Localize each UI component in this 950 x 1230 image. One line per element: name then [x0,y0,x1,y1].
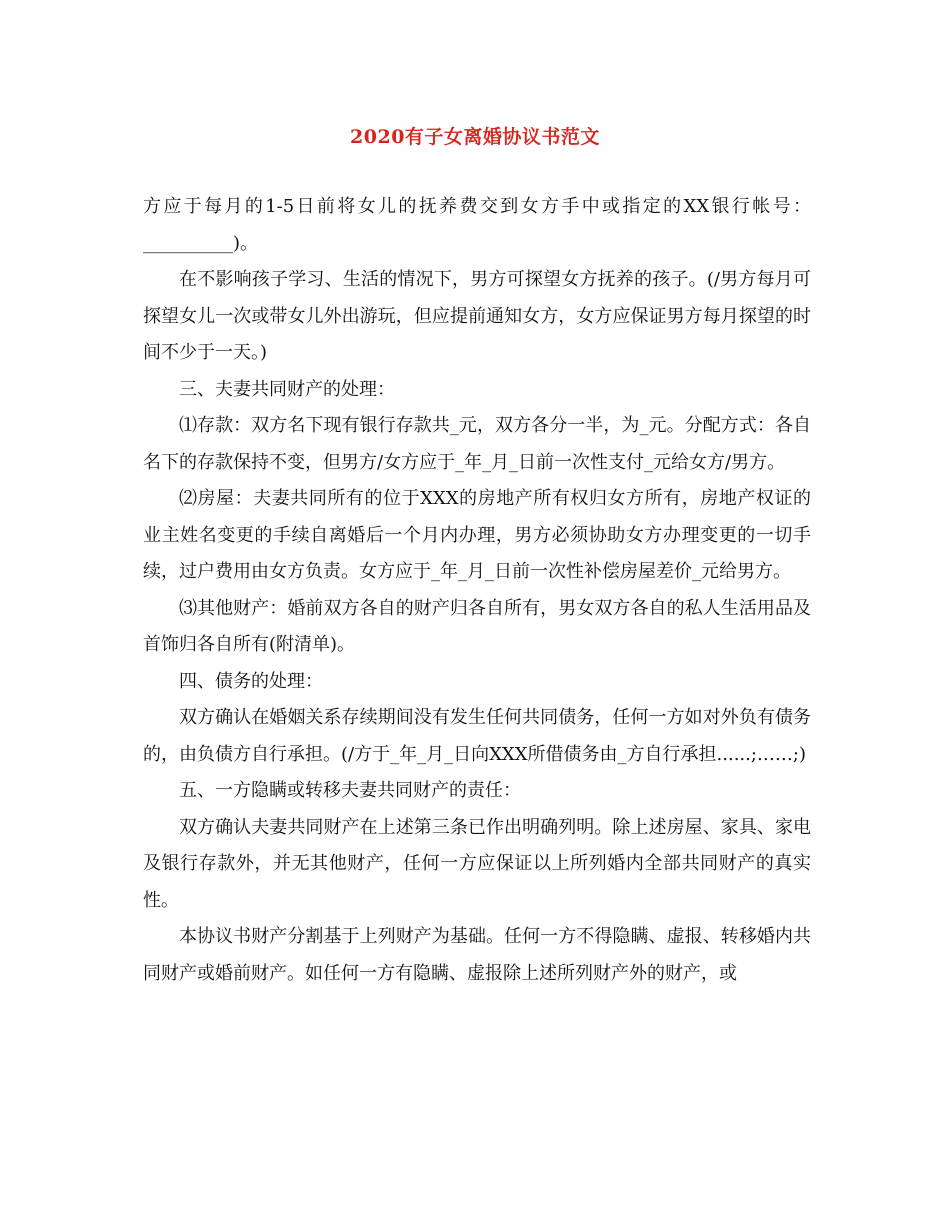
paragraph-house: ⑵房屋：夫妻共同所有的位于XXX的房地产所有权归女方所有，房地产权证的业主姓名变更的手续自离婚后一个月内办理，男方必须协助女方办理变更的一切手续，过户费用由女方负责。女方应于_年_月_日前一次性补偿房屋差价_元给男方。 [143,488,811,582]
paragraph-1: 方应于每月的1-5日前将女儿的抚养费交到女方手中或指定的XX银行帐号：__________)。 [143,196,811,254]
document-title: 2020有子女离婚协议书范文 [350,126,600,148]
paragraph-confirm-property: 双方确认夫妻共同财产在上述第三条已作出明确列明。除上述房屋、家具、家电及银行存款外，并无其他财产，任何一方应保证以上所列婚内全部共同财产的真实性。 [143,816,811,911]
document-body [143,189,811,992]
paragraph-other-property: ⑶其他财产：婚前双方各自的财产归各自所有，男女双方各自的私人生活用品及首饰归各自所有(附清单)。 [143,597,811,655]
section-heading-5: 五、一方隐瞒或转移夫妻共同财产的责任： [179,780,521,801]
section-heading-4: 四、债务的处理： [179,670,323,692]
section-heading-3: 三、夫妻共同财产的处理： [179,378,395,400]
paragraph-deposit: ⑴存款：双方名下现有银行存款共_元，双方各分一半，为_元。分配方式：各自名下的存款保持不变，但男方/女方应于_年_月_日前一次性支付_元给女方/男方。 [143,415,811,473]
paragraph-property-basis: 本协议书财产分割基于上列财产为基础。任何一方不得隐瞒、虚报、转移婚内共同财产或婚前财产。如任何一方有隐瞒、虚报除上述所列财产外的财产，或 [143,926,811,984]
paragraph-2: 在不影响孩子学习、生活的情况下，男方可探望女方抚养的孩子。(/男方每月可探望女儿一次或带女儿外出游玩，但应提前通知女方，女方应保证男方每月探望的时间不少于一天。) [143,269,811,363]
paragraph-debt: 双方确认在婚姻关系存续期间没有发生任何共同债务，任何一方如对外负有债务的，由负债方自行承担。(/方于_年_月_日向XXX所借债务由_方自行承担......;……;) [143,707,811,765]
